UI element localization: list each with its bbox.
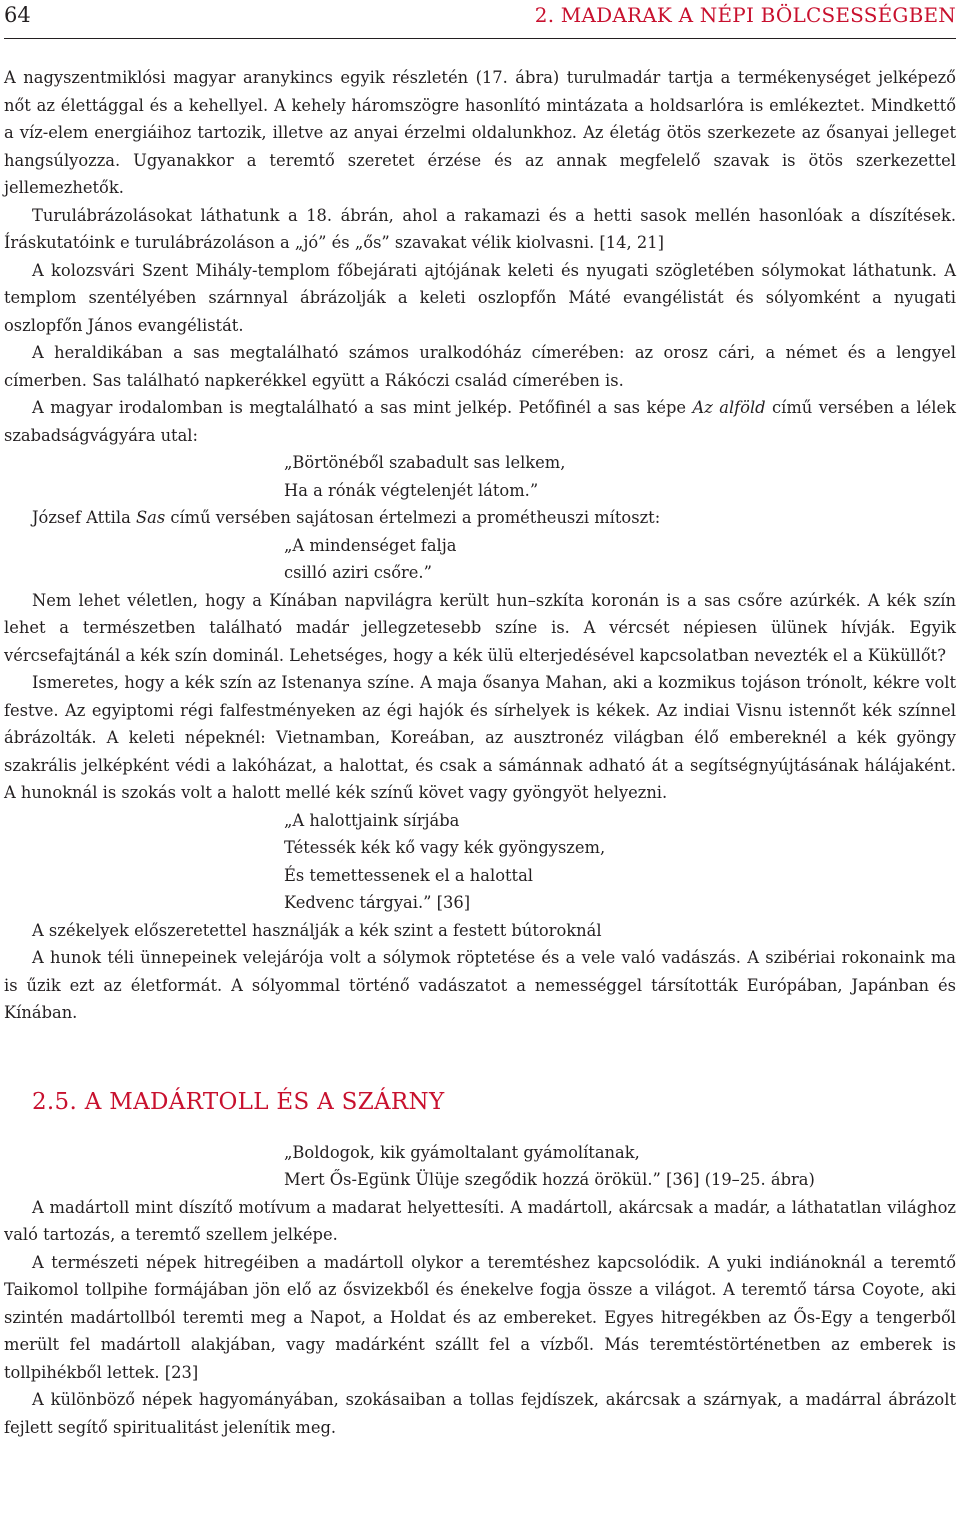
verse-line: „Börtönéből szabadult sas lelkem, xyxy=(284,453,566,472)
text-run: című versében a lélek szabadságvágyára utal: xyxy=(4,398,956,445)
verse-line: „A halottjaink sírjába xyxy=(284,810,460,830)
text-run: című versében sajátosan értelmezi a prométheuszi mítoszt: xyxy=(165,508,661,527)
paragraph: A székelyek előszeretettel használják a kék szint a festett bútoroknál xyxy=(32,920,602,940)
paragraph: A heraldikában a sas megtalálható számos uralkodóház címerében: az orosz cári, a német és a lengyel címerben. Sas található napkerékkel együtt a Rákóczi család címerében is. xyxy=(4,343,956,390)
poem-title: Az alföld xyxy=(692,398,766,417)
paragraph: A különböző népek hagyományában, szokásaiban a tollas fejdíszek, akárcsak a szárnyak, a madárral ábrázolt fejlett segítő spiritualitást jelenítik meg. xyxy=(4,1390,956,1437)
paragraph: A madártoll mint díszítő motívum a madarat helyettesíti. A madártoll, akárcsak a madár, a láthatatlan világhoz való tartozás, a teremtő szellem jelképe. xyxy=(4,1197,956,1244)
paragraph: Ismeretes, hogy a kék szín az Istenanya színe. A maja ősanya Mahan, aki a kozmikus tojáson trónolt, kékre volt festve. Az egyiptomi régi falfestményeken az égi hajók és sírhelyek is kékek. Az indiai Visnu istennőt kék színnel ábrázolták. A keleti népeknél: Vietnamban, Koreában, az ausztronéz világban élő embereknél a kék gyöngy szakrális jelképként védi a lakóházat, a halottat, és csak a sámánnak adható át a segítségnyújtásának hálájaként. A hunoknál is szokás volt a halott mellé kék színű követ vagy gyöngyöt helyezni. xyxy=(4,673,956,802)
verse-line: „A mindenséget falja xyxy=(284,535,457,555)
chapter-title: 2. MADARAK A NÉPI BÖLCSESSÉGBEN xyxy=(534,3,956,27)
paragraph xyxy=(4,504,956,532)
paragraph: Nem lehet véletlen, hogy a Kínában napvilágra került hun–szkíta koronán is a sas csőre azúrkék. A kék szín lehet a természetben található madár jellegzetesebb színe is. A vércsét népiesen ülünek hívják. Egyik vércsefajtánál a kék szín dominál. Lehetséges, hogy a kék ülü elterjedésével kapcsolatban nevezték el a Küküllőt? xyxy=(4,590,956,665)
text-run: A magyar irodalomban is megtalálható a sas mint jelkép. Petőfinél a sas képe xyxy=(32,398,693,417)
page-number: 64 xyxy=(4,3,31,27)
text-run: József Attila xyxy=(32,508,136,527)
paragraph: A kolozsvári Szent Mihály-templom főbejárati ajtójának keleti és nyugati szögletében sólymokat láthatunk. A templom szentélyében szárnnyal ábrázolják a keleti oszlopfőn Máté evangélistát és sólyomként a nyugati oszlopfőn János evangélistát. xyxy=(4,260,956,335)
verse-line: Tétessék kék kő vagy kék gyöngyszem, xyxy=(284,838,606,857)
verse-line: Ha a rónák végtelenjét látom.” xyxy=(284,480,539,500)
paragraph xyxy=(4,394,956,449)
poem-title: Sas xyxy=(135,508,166,527)
verse-line: csilló aziri csőre.” xyxy=(284,563,432,582)
section-heading: 2.5. A MADÁRTOLL ÉS A SZÁRNY xyxy=(32,1088,445,1115)
verse-line: És temettessenek el a halottal xyxy=(284,865,533,885)
verse-line: Mert Ős-Egünk Ülüje szegődik hozzá örökül.” [36] (19–25. ábra) xyxy=(284,1170,815,1189)
paragraph: A nagyszentmiklósi magyar aranykincs egyik részletén (17. ábra) turulmadár tartja a termékenységet jelképező nőt az élettággal és a kehellyel. A kehely háromszögre hasonlító mintázata a holdsarlóra is emlékeztet. Mindkettő a víz-elem energiáihoz tartozik, illetve az anyai érzelmi oldalunkhoz. Az életág ötös szerkezete az ősanyai jelleget hangsúlyozza. Ugyanakkor a teremtő szeretet érzése és az annak megfelelő szavak is ötös szerkezettel jellemezhetők. xyxy=(4,68,956,197)
paragraph: A természeti népek hitregéiben a madártoll olykor a teremtéshez kapcsolódik. A yuki indiánoknál a teremtő Taikomol tollpihe formájában jön elő az ősvizekből és énekelve fogja össze a világot. A teremtő társa Coyote, aki szintén madártollból teremti meg a Napot, a Holdat és az embereket. Egyes hitregékben az Ős-Egy a tengerből merült fel madártoll alakjában, vagy madárként szállt fel a vízből. Más teremtéstörténetben az emberek is tollpihékből lettek. [23] xyxy=(4,1252,956,1382)
verse-line: Kedvenc tárgyai.” [36] xyxy=(284,893,471,912)
paragraph: A hunok téli ünnepeinek velejárója volt a sólymok röptetése és a vele való vadászás. A szibériai rokonaink ma is űzik ezt az életformát. A sólyommal történő vadászatot a nemességgel társították Európában, Japánban és Kínában. xyxy=(4,948,956,1022)
running-header xyxy=(4,0,956,39)
paragraph: Turulábrázolásokat láthatunk a 18. ábrán, ahol a rakamazi és a hetti sasok mellén hasonlóak a díszítések. Íráskutatóink e turulábrázoláson a „jó” és „ős” szavakat vélik kiolvasni. [14, 21] xyxy=(4,205,956,252)
document-body xyxy=(4,64,956,1441)
verse-line: „Boldogok, kik gyámoltalant gyámolítanak, xyxy=(284,1142,640,1162)
